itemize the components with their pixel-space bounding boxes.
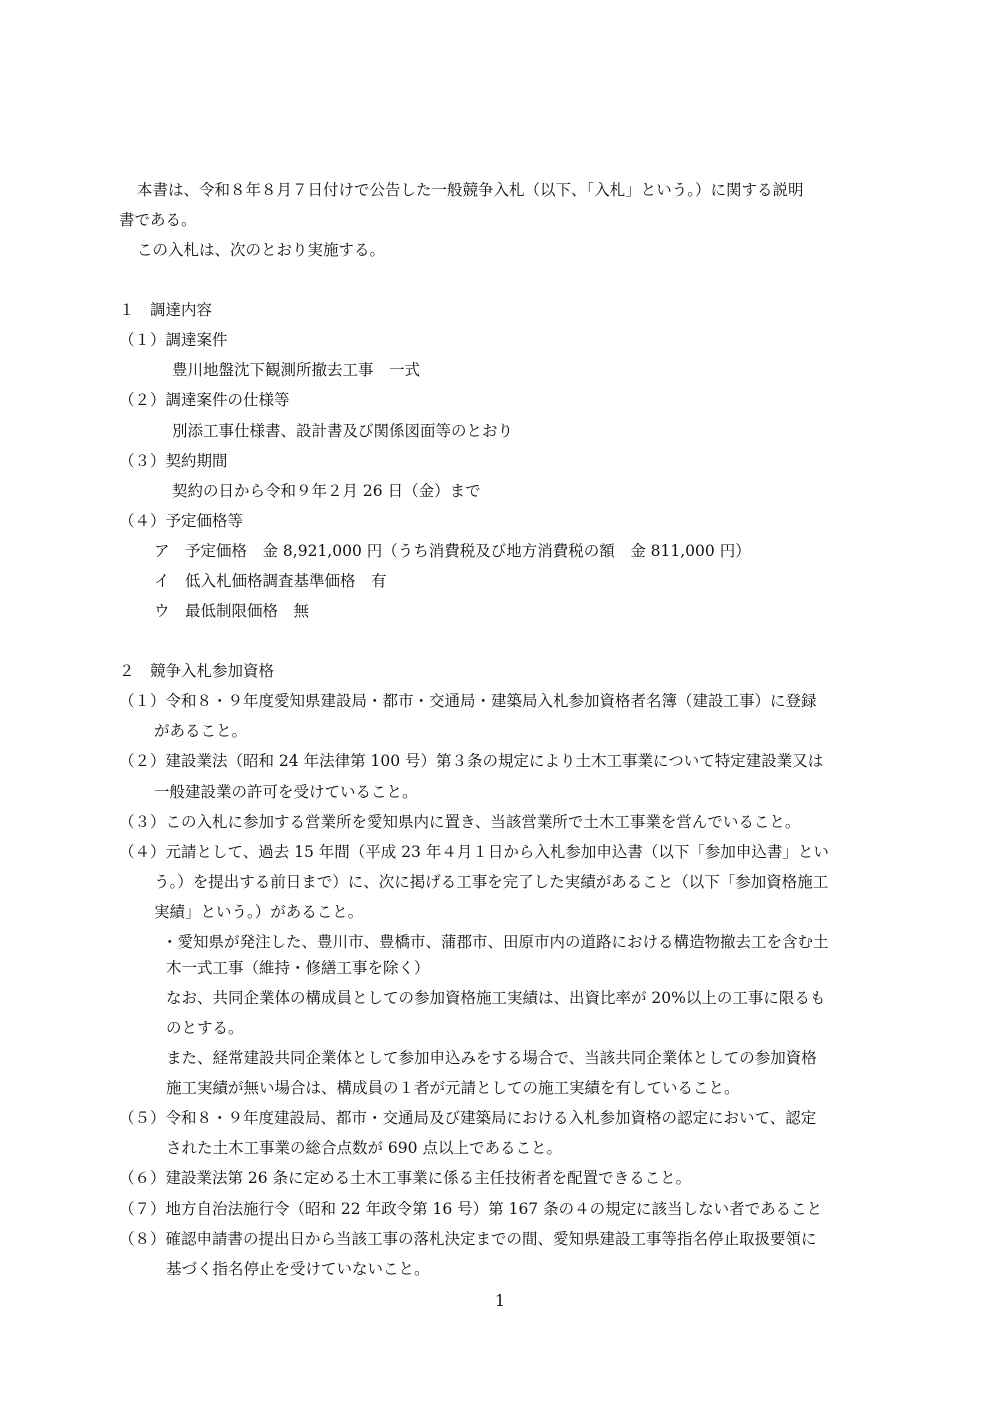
- qual-line: 基づく指名停止を受けていないこと。: [166, 1260, 430, 1278]
- item-3-value: 契約の日から令和９年２月 26 日（金）まで: [172, 482, 481, 500]
- qual-line: された土木工事業の総合点数が 690 点以上であること。: [166, 1139, 562, 1157]
- qual-line: （６）建設業法第 26 条に定める土木工事業に係る主任技術者を配置できること。: [119, 1169, 692, 1187]
- intro-line-1: 本書は、令和８年８月７日付けで公告した一般競争入札（以下、「入札」という。）に関する説明: [137, 181, 804, 199]
- qual-line: 木一式工事（維持・修繕工事を除く）: [166, 959, 430, 977]
- item-3-label: （３）契約期間: [119, 452, 228, 470]
- item-1-value: 豊川地盤沈下観測所撤去工事 一式: [172, 361, 421, 379]
- item-4-sub-i: イ 低入札価格調査基準価格 有: [154, 572, 387, 590]
- qual-line: （５）令和８・９年度建設局、都市・交通局及び建築局における入札参加資格の認定において、認定: [119, 1109, 817, 1127]
- item-2-label: （２）調達案件の仕様等: [119, 391, 290, 409]
- qual-line: （４）元請として、過去 15 年間（平成 23 年４月１日から入札参加申込書（以下「参加申込書」とい: [119, 843, 829, 861]
- qual-line: （３）この入札に参加する営業所を愛知県内に置き、当該営業所で土木工事業を営んでいること。: [119, 813, 801, 831]
- qual-line: 施工実績が無い場合は、構成員の１者が元請としての施工実績を有していること。: [166, 1079, 740, 1097]
- qual-line: 実績」という。）があること。: [154, 903, 364, 921]
- qual-line: （２）建設業法（昭和 24 年法律第 100 号）第３条の規定により土木工事業について特定建設業又は: [119, 752, 824, 770]
- qual-line: （７）地方自治法施行令（昭和 22 年政令第 16 号）第 167 条の４の規定に該当しない者であること: [119, 1200, 823, 1218]
- qual-line: 一般建設業の許可を受けていること。: [154, 783, 418, 801]
- qual-line: また、経常建設共同企業体として参加申込みをする場合で、当該共同企業体としての参加資格: [166, 1049, 817, 1067]
- qual-line: のとする。: [166, 1019, 244, 1037]
- qual-line: ・愛知県が発注した、豊川市、豊橋市、蒲郡市、田原市内の道路における構造物撤去工を含む土: [162, 933, 829, 951]
- intro-line-3: この入札は、次のとおり実施する。: [137, 241, 386, 259]
- intro-line-2: 書である。: [119, 211, 197, 229]
- item-4-sub-u: ウ 最低制限価格 無: [154, 602, 310, 620]
- qual-line: なお、共同企業体の構成員としての参加資格施工実績は、出資比率が 20%以上の工事に限るも: [166, 989, 826, 1007]
- qual-line: （８）確認申請書の提出日から当該工事の落札決定までの間、愛知県建設工事等指名停止取扱要領に: [119, 1230, 817, 1248]
- qual-line: う。）を提出する前日まで）に、次に掲げる工事を完了した実績があること（以下「参加資格施工: [154, 873, 829, 891]
- item-1-label: （１）調達案件: [119, 331, 228, 349]
- item-2-value: 別添工事仕様書、設計書及び関係図面等のとおり: [172, 422, 514, 440]
- qual-line: があること。: [154, 722, 248, 740]
- item-4-sub-a: ア 予定価格 金 8,921,000 円（うち消費税及び地方消費税の額 金 811,000 円）: [154, 542, 751, 560]
- section-1-heading: １ 調達内容: [119, 301, 213, 319]
- item-4-label: （４）予定価格等: [119, 512, 244, 530]
- page-number: 1: [495, 1292, 505, 1310]
- qual-line: （１）令和８・９年度愛知県建設局・都市・交通局・建築局入札参加資格者名簿（建設工事）に登録: [119, 692, 817, 710]
- section-2-heading: ２ 競争入札参加資格: [119, 662, 275, 680]
